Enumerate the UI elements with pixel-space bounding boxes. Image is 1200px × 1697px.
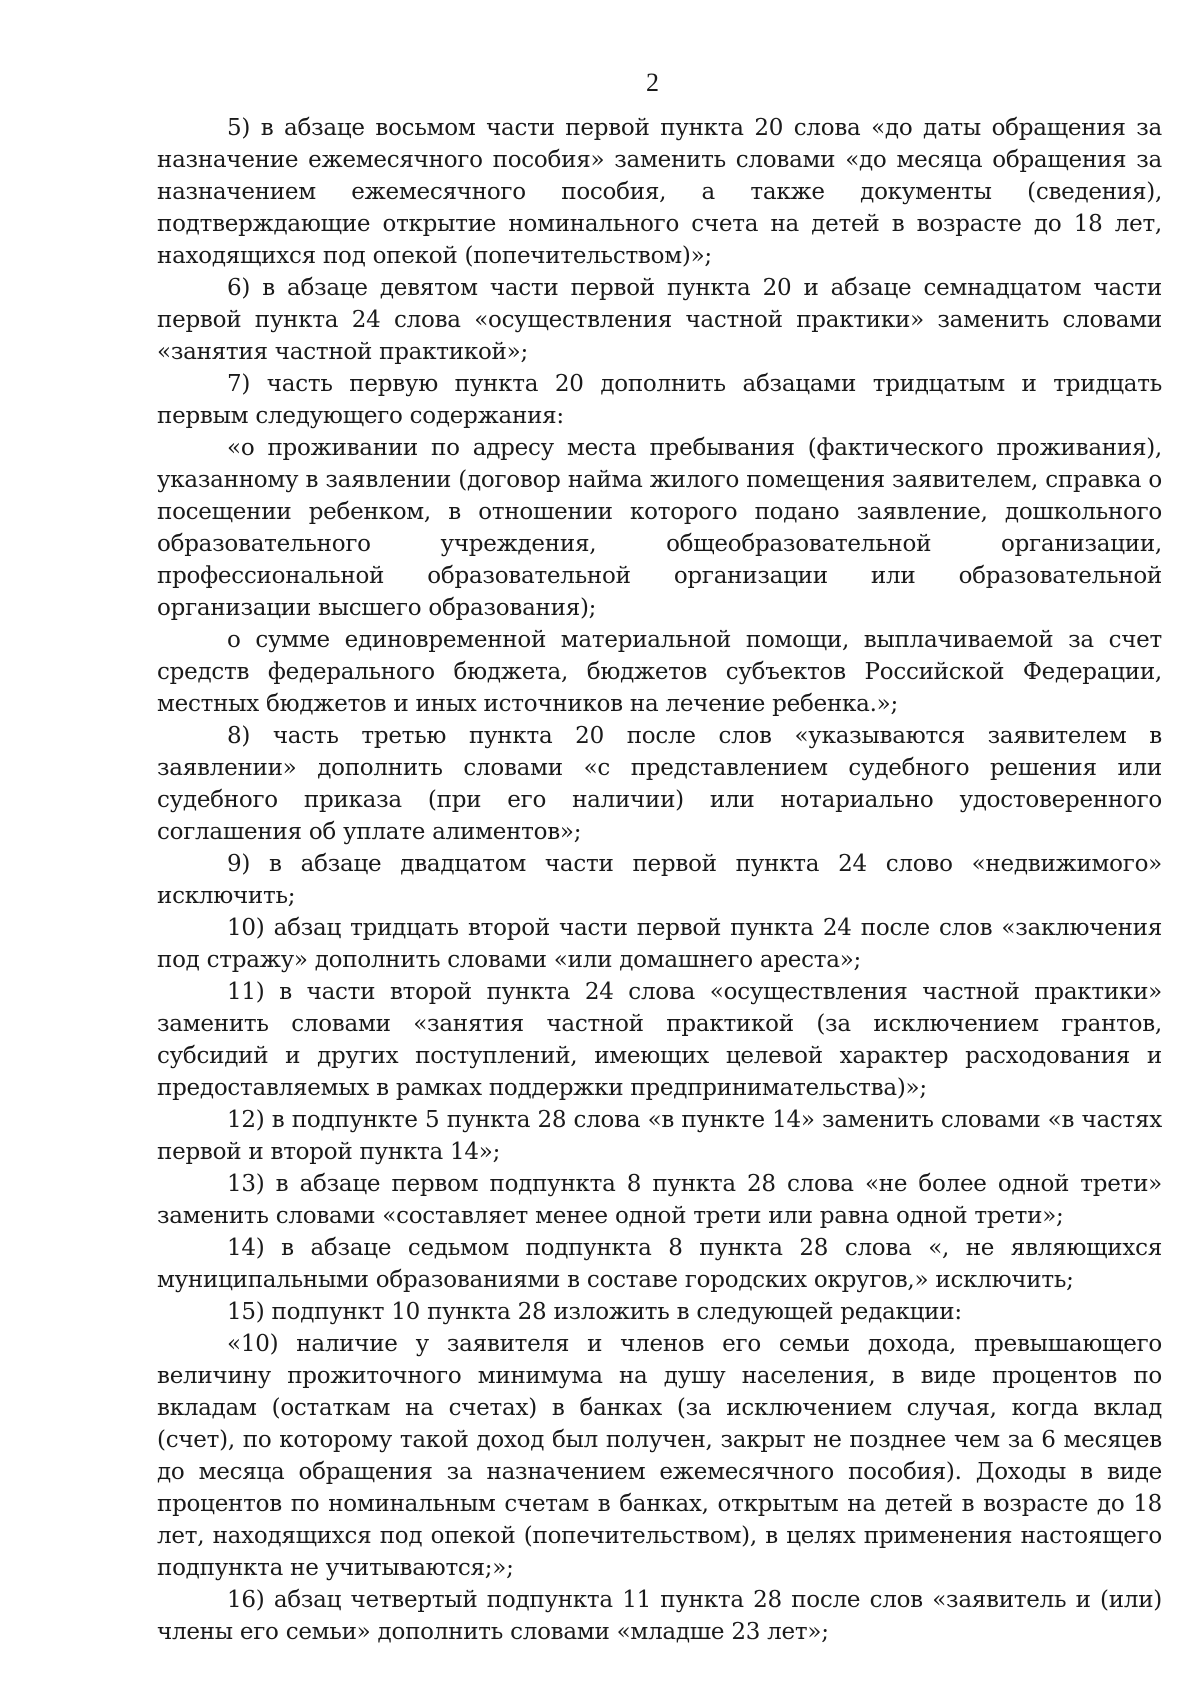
paragraph-item-14: 14) в абзаце седьмом подпункта 8 пункта 28 слова «, не являющихся муниципальными образованиями в составе городских округов,» исключить; [157,1235,1162,1293]
quoted-paragraph-material-aid: о сумме единовременной материальной помощи, выплачиваемой за счет средств федерального бюджета, бюджетов субъектов Российской Федерации, местных бюджетов и иных источников на лечение ребенка.»; [157,627,1162,717]
paragraph-item-15: 15) подпункт 10 пункта 28 изложить в следующей редакции: [227,1299,962,1325]
paragraph-item-11: 11) в части второй пункта 24 слова «осуществления частной практики» заменить словами «занятия частной практикой (за исключением грантов, субсидий и других поступлений, имеющих целевой характер расходования и предоставляемых в рамках поддержки предпринимательства)»; [157,979,1162,1101]
paragraph-item-7: 7) часть первую пункта 20 дополнить абзацами тридцатым и тридцать первым следующего содержания: [157,371,1162,429]
paragraph-item-10: 10) абзац тридцать второй части первой пункта 24 после слов «заключения под стражу» дополнить словами «или домашнего ареста»; [157,915,1162,973]
paragraph-item-9: 9) в абзаце двадцатом части первой пункта 24 слово «недвижимого» исключить; [157,851,1162,909]
quoted-paragraph-residence: «о проживании по адресу места пребывания (фактического проживания), указанному в заявлении (договор найма жилого помещения заявителем, справка о посещении ребенком, в отношении которого подано заявление, дошкольного образовательного учреждения, общеобразовательной организации, профессиональной образовательной организации или образовательной организации высшего образования); [157,435,1162,621]
paragraph-item-13: 13) в абзаце первом подпункта 8 пункта 28 слова «не более одной трети» заменить словами «составляет менее одной трети или равна одной трети»; [157,1171,1162,1229]
page-number: 2 [646,68,659,97]
quoted-paragraph-subitem-10: «10) наличие у заявителя и членов его семьи дохода, превышающего величину прожиточного минимума на душу населения, в виде процентов по вкладам (остаткам на счетах) в банках (за исключением случая, когда вклад (счет), по которому такой доход был получен, закрыт не позднее чем за 6 месяцев до месяца обращения за назначением ежемесячного пособия). Доходы в виде процентов по номинальным счетам в банках, открытым на детей в возрасте до 18 лет, находящихся под опекой (попечительством), в целях применения настоящего подпункта не учитываются;»; [157,1331,1162,1581]
paragraph-item-5: 5) в абзаце восьмом части первой пункта 20 слова «до даты обращения за назначение ежемесячного пособия» заменить словами «до месяца обращения за назначением ежемесячного пособия, а также документы (сведения), подтверждающие открытие номинального счета на детей в возрасте до 18 лет, находящихся под опекой (попечительством)»; [157,115,1162,269]
paragraph-item-16: 16) абзац четвертый подпункта 11 пункта 28 после слов «заявитель и (или) члены его семьи» дополнить словами «младше 23 лет»; [157,1587,1162,1645]
paragraph-item-8: 8) часть третью пункта 20 после слов «указываются заявителем в заявлении» дополнить словами «с представлением судебного решения или судебного приказа (при его наличии) или нотариально удостоверенного соглашения об уплате алиментов»; [157,723,1162,845]
paragraph-item-6: 6) в абзаце девятом части первой пункта 20 и абзаце семнадцатом части первой пункта 24 слова «осуществления частной практики» заменить словами «занятия частной практикой»; [157,275,1162,365]
document-body [157,112,1162,1648]
paragraph-item-12: 12) в подпункте 5 пункта 28 слова «в пункте 14» заменить словами «в частях первой и второй пункта 14»; [157,1107,1162,1165]
